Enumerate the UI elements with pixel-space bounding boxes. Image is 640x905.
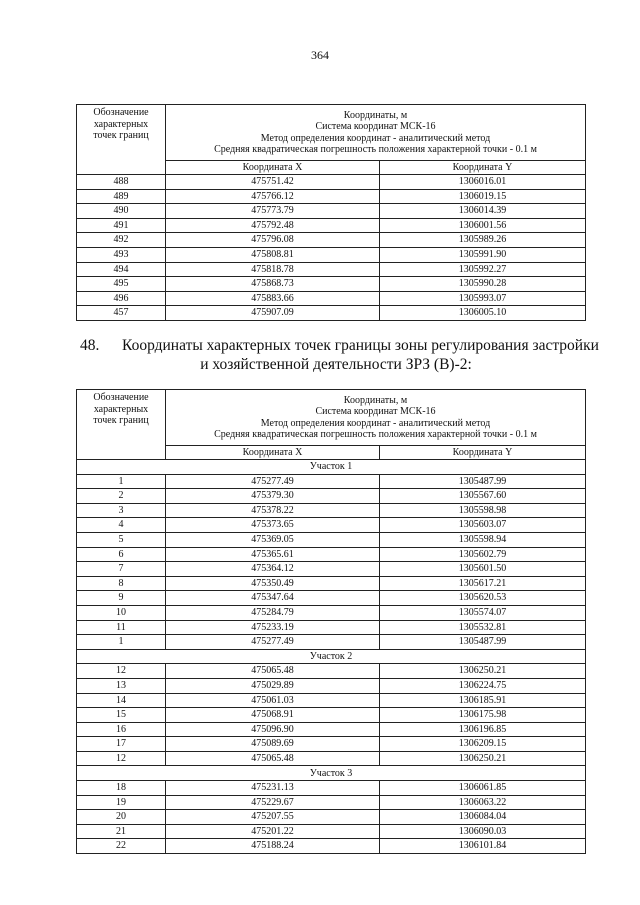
point-id-cell: 18 xyxy=(77,781,166,796)
coord-x-cell: 475347.64 xyxy=(166,591,380,606)
table-row xyxy=(77,708,586,723)
coord-x-cell: 475792.48 xyxy=(166,218,380,233)
part-header-row xyxy=(77,649,586,664)
coord-x-cell: 475229.67 xyxy=(166,795,380,810)
point-id-cell: 19 xyxy=(77,795,166,810)
section-title-line-2: и хозяйственной деятельности ЗРЗ (В)-2: xyxy=(200,356,472,373)
coordinate-system-header xyxy=(166,390,586,446)
table-row xyxy=(77,233,586,248)
coord-x-cell: 475883.66 xyxy=(166,291,380,306)
coord-y-cell: 1305993.07 xyxy=(380,291,586,306)
point-id-cell: 492 xyxy=(77,233,166,248)
table-row xyxy=(77,664,586,679)
coord-x-cell: 475029.89 xyxy=(166,678,380,693)
table-row xyxy=(77,175,586,190)
table-row xyxy=(77,722,586,737)
coord-y-cell: 1305602.79 xyxy=(380,547,586,562)
header-coord-line: Координаты, м xyxy=(343,394,408,406)
point-id-cell: 490 xyxy=(77,204,166,219)
section-number: 48. xyxy=(80,337,100,354)
header-label-line: точек границ xyxy=(93,415,149,426)
point-id-cell: 457 xyxy=(77,306,166,321)
table-row xyxy=(77,810,586,825)
point-id-cell: 8 xyxy=(77,576,166,591)
table-row xyxy=(77,605,586,620)
point-id-cell: 488 xyxy=(77,175,166,190)
table-row xyxy=(77,576,586,591)
coord-y-cell: 1306175.98 xyxy=(380,708,586,723)
part-title: Участок 2 xyxy=(77,649,586,664)
header-label-line: точек границ xyxy=(93,130,149,141)
coord-x-cell: 475233.19 xyxy=(166,620,380,635)
coord-y-cell: 1305989.26 xyxy=(380,233,586,248)
table-row xyxy=(77,474,586,489)
page-number: 364 xyxy=(311,48,329,62)
point-id-cell: 11 xyxy=(77,620,166,635)
coord-x-cell: 475868.73 xyxy=(166,277,380,292)
point-id-cell: 7 xyxy=(77,562,166,577)
coord-y-cell: 1306014.39 xyxy=(380,204,586,219)
point-id-cell: 494 xyxy=(77,262,166,277)
coord-y-cell: 1306063.22 xyxy=(380,795,586,810)
point-id-cell: 13 xyxy=(77,678,166,693)
header-label-line: характерных xyxy=(93,403,149,415)
coord-y-cell: 1305567.60 xyxy=(380,489,586,504)
coord-y-cell: 1306101.84 xyxy=(380,839,586,854)
point-id-cell: 14 xyxy=(77,693,166,708)
point-id-cell: 17 xyxy=(77,737,166,752)
header-coord-line: Метод определения координат - аналитический метод xyxy=(260,132,491,144)
header-coord-line: Средняя квадратическая погрешность положения характерной точки - 0.1 м xyxy=(214,429,537,440)
table-row xyxy=(77,262,586,277)
table-row xyxy=(77,518,586,533)
table-header-row xyxy=(77,105,586,161)
coord-x-cell: 475277.49 xyxy=(166,474,380,489)
coord-x-cell: 475369.05 xyxy=(166,532,380,547)
coord-x-cell: 475364.12 xyxy=(166,562,380,577)
coord-x-cell: 475284.79 xyxy=(166,605,380,620)
point-id-cell: 12 xyxy=(77,751,166,766)
coord-x-cell: 475065.48 xyxy=(166,751,380,766)
part-title: Участок 3 xyxy=(77,766,586,781)
point-label-header xyxy=(77,390,166,460)
coord-x-cell: 475201.22 xyxy=(166,824,380,839)
coord-y-cell: 1305598.98 xyxy=(380,503,586,518)
coord-y-cell: 1306196.85 xyxy=(380,722,586,737)
point-id-cell: 3 xyxy=(77,503,166,518)
header-label-line: Обозначение xyxy=(93,107,149,118)
coord-x-cell: 475766.12 xyxy=(166,189,380,204)
coord-x-cell: 475089.69 xyxy=(166,737,380,752)
coord-x-cell: 475365.61 xyxy=(166,547,380,562)
table-row xyxy=(77,547,586,562)
coord-x-cell: 475231.13 xyxy=(166,781,380,796)
table-row xyxy=(77,620,586,635)
point-id-cell: 491 xyxy=(77,218,166,233)
coord-y-cell: 1306084.04 xyxy=(380,810,586,825)
coord-y-cell: 1305532.81 xyxy=(380,620,586,635)
coordinates-table-2 xyxy=(76,389,586,854)
table-row xyxy=(77,291,586,306)
coord-y-cell: 1305620.53 xyxy=(380,591,586,606)
coord-y-cell: 1306005.10 xyxy=(380,306,586,321)
table-row xyxy=(77,503,586,518)
coord-x-cell: 475061.03 xyxy=(166,693,380,708)
coordinates-table-1 xyxy=(76,104,586,321)
point-id-cell: 496 xyxy=(77,291,166,306)
table-row xyxy=(77,824,586,839)
coord-y-cell: 1306001.56 xyxy=(380,218,586,233)
table-row xyxy=(77,218,586,233)
coord-y-cell: 1305487.99 xyxy=(380,635,586,650)
coord-x-cell: 475207.55 xyxy=(166,810,380,825)
point-label-header xyxy=(77,105,166,175)
point-id-cell: 5 xyxy=(77,532,166,547)
coord-x-cell: 475773.79 xyxy=(166,204,380,219)
coord-x-cell: 475068.91 xyxy=(166,708,380,723)
point-id-cell: 10 xyxy=(77,605,166,620)
coord-y-cell: 1305992.27 xyxy=(380,262,586,277)
header-label-line: характерных xyxy=(93,118,149,130)
coord-x-cell: 475350.49 xyxy=(166,576,380,591)
column-y-header: Координата Y xyxy=(380,161,586,175)
coord-y-cell: 1305990.28 xyxy=(380,277,586,292)
table-row xyxy=(77,839,586,854)
table-row xyxy=(77,693,586,708)
section-title-line-1: Координаты характерных точек границы зоны регулирования застройки xyxy=(122,337,599,354)
coord-y-cell: 1305601.50 xyxy=(380,562,586,577)
header-coord-line: Система координат МСК-16 xyxy=(315,406,436,417)
point-id-cell: 6 xyxy=(77,547,166,562)
coord-x-cell: 475188.24 xyxy=(166,839,380,854)
coord-y-cell: 1305487.99 xyxy=(380,474,586,489)
table-row xyxy=(77,277,586,292)
coord-y-cell: 1305598.94 xyxy=(380,532,586,547)
coord-y-cell: 1306090.03 xyxy=(380,824,586,839)
table-row xyxy=(77,781,586,796)
table-row xyxy=(77,591,586,606)
header-coord-line: Метод определения координат - аналитический метод xyxy=(260,417,491,429)
table-row xyxy=(77,737,586,752)
coord-x-cell: 475096.90 xyxy=(166,722,380,737)
coord-y-cell: 1306061.85 xyxy=(380,781,586,796)
coord-x-cell: 475277.49 xyxy=(166,635,380,650)
coord-y-cell: 1306209.15 xyxy=(380,737,586,752)
coord-x-cell: 475379.30 xyxy=(166,489,380,504)
column-x-header: Координата X xyxy=(166,161,380,175)
coord-y-cell: 1306224.75 xyxy=(380,678,586,693)
coord-x-cell: 475378.22 xyxy=(166,503,380,518)
coord-x-cell: 475796.08 xyxy=(166,233,380,248)
header-label-line: Обозначение xyxy=(93,392,149,403)
point-id-cell: 2 xyxy=(77,489,166,504)
coordinate-system-header xyxy=(166,105,586,161)
point-id-cell: 4 xyxy=(77,518,166,533)
column-x-header: Координата X xyxy=(166,446,380,460)
point-id-cell: 12 xyxy=(77,664,166,679)
coord-y-cell: 1305617.21 xyxy=(380,576,586,591)
part-header-row xyxy=(77,766,586,781)
coord-y-cell: 1306250.21 xyxy=(380,751,586,766)
coord-y-cell: 1306250.21 xyxy=(380,664,586,679)
point-id-cell: 1 xyxy=(77,635,166,650)
coord-y-cell: 1306019.15 xyxy=(380,189,586,204)
point-id-cell: 495 xyxy=(77,277,166,292)
table-row xyxy=(77,189,586,204)
coord-x-cell: 475808.81 xyxy=(166,247,380,262)
part-title: Участок 1 xyxy=(77,460,586,475)
table-row xyxy=(77,562,586,577)
column-y-header: Координата Y xyxy=(380,446,586,460)
table-row xyxy=(77,204,586,219)
coord-y-cell: 1305574.07 xyxy=(380,605,586,620)
table-row xyxy=(77,635,586,650)
table-row xyxy=(77,489,586,504)
table-row xyxy=(77,678,586,693)
point-id-cell: 15 xyxy=(77,708,166,723)
coord-y-cell: 1305991.90 xyxy=(380,247,586,262)
coord-x-cell: 475907.09 xyxy=(166,306,380,321)
part-header-row xyxy=(77,460,586,475)
coord-y-cell: 1306185.91 xyxy=(380,693,586,708)
table-row xyxy=(77,795,586,810)
header-coord-line: Система координат МСК-16 xyxy=(315,121,436,132)
coord-x-cell: 475373.65 xyxy=(166,518,380,533)
header-coord-line: Средняя квадратическая погрешность положения характерной точки - 0.1 м xyxy=(214,144,537,155)
coord-x-cell: 475065.48 xyxy=(166,664,380,679)
point-id-cell: 1 xyxy=(77,474,166,489)
table-header-row xyxy=(77,390,586,446)
coord-y-cell: 1305603.07 xyxy=(380,518,586,533)
point-id-cell: 16 xyxy=(77,722,166,737)
coord-x-cell: 475751.42 xyxy=(166,175,380,190)
point-id-cell: 20 xyxy=(77,810,166,825)
table-row xyxy=(77,247,586,262)
point-id-cell: 9 xyxy=(77,591,166,606)
point-id-cell: 22 xyxy=(77,839,166,854)
table-row xyxy=(77,532,586,547)
table-row xyxy=(77,751,586,766)
table-row xyxy=(77,306,586,321)
coord-y-cell: 1306016.01 xyxy=(380,175,586,190)
point-id-cell: 489 xyxy=(77,189,166,204)
point-id-cell: 21 xyxy=(77,824,166,839)
coord-x-cell: 475818.78 xyxy=(166,262,380,277)
point-id-cell: 493 xyxy=(77,247,166,262)
header-coord-line: Координаты, м xyxy=(343,109,408,121)
